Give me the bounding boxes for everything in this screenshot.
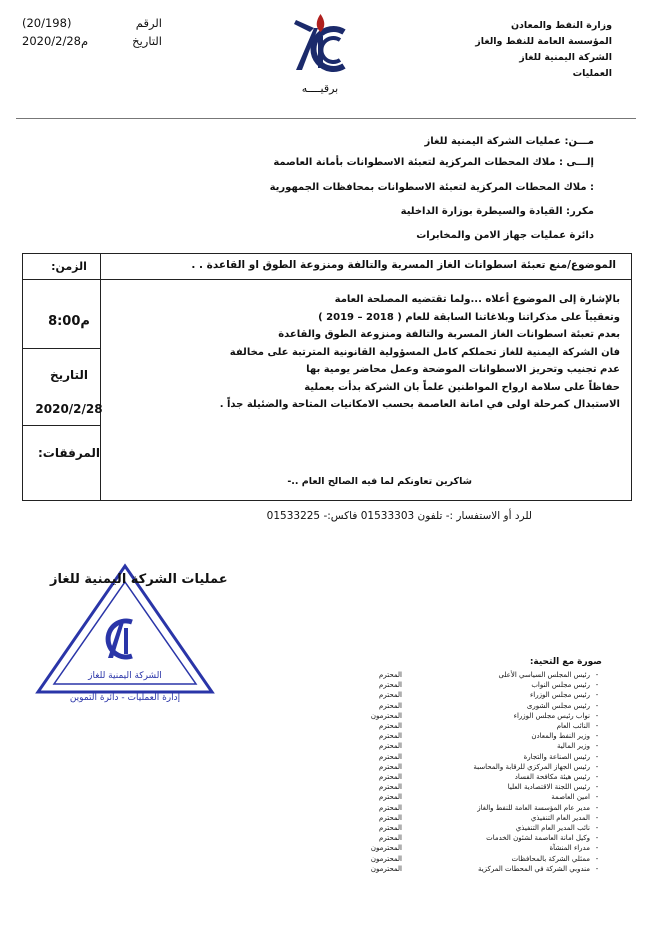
from-line: مـــن: عمليات الشركة اليمنية للغاز	[424, 136, 594, 147]
recipient-status: المحترم	[379, 732, 402, 741]
copy-recipient-row	[304, 690, 604, 700]
header-divider	[16, 118, 636, 119]
date-label: التاريخ	[49, 368, 89, 382]
recipient-status: المحترمون	[370, 844, 402, 853]
contact-line: للرد أو الاستفسار :- تلفون 01533303 فاكس:- 01533225	[266, 510, 532, 522]
recipient-name: ممثلي الشركة بالمحافظات	[511, 854, 590, 863]
recipient-status: المحترم	[379, 813, 402, 822]
copy-recipient-row	[304, 792, 604, 802]
bullet-dash: -	[595, 803, 599, 812]
time-label: الزمن:	[51, 260, 87, 273]
recipient-name: رئيس الصناعة والتجارة	[523, 752, 590, 761]
time-value: 8:00م	[48, 314, 90, 329]
recipient-name: وكيل امانة العاصمة لشئون الخدمات	[486, 834, 590, 843]
telegram-label: برقيــــه	[301, 82, 339, 95]
subject-divider	[22, 279, 632, 280]
recipient-name: امين العاصمة	[551, 793, 590, 802]
copy-recipient-row	[304, 813, 604, 823]
reference-block	[22, 14, 162, 50]
recipient-status: المحترم	[379, 742, 402, 751]
header-date-value: 2020/2/28م	[22, 34, 89, 48]
recipient-name: وزير المالية	[556, 742, 590, 751]
bullet-dash: -	[595, 844, 599, 853]
copies-list	[304, 670, 604, 874]
body-line: بعدم تعبئة اسطوانات الغاز المسربة والتالفة ومنزوعة الطوق والقاعدة	[278, 329, 620, 340]
stamp-ring-line1: الشركة اليمنية للغاز	[88, 671, 162, 681]
recipient-name: رئيس مجلس الشورى	[526, 701, 590, 710]
bullet-dash: -	[595, 711, 599, 720]
body-line: وتعقيباً على مذكراتنا وبلاغاتنا السابقة للعام ( 2018 – 2019 )	[318, 311, 620, 323]
to-line-2: : ملاك المحطات المركزية لتعبئة الاسطوانات بمحافظات الجمهورية	[269, 182, 594, 193]
bullet-dash: -	[595, 671, 599, 679]
recipient-status: المحترم	[379, 722, 402, 731]
bullet-dash: -	[595, 813, 599, 822]
body-line: عدم تجنيب وتحريز الاسطوانات الموضحة وعمل محاضر يومية بها	[306, 364, 620, 375]
recipient-status: المحترم	[379, 803, 402, 812]
copy-recipient-row	[304, 721, 604, 731]
recipient-name: رئيس هيئة مكافحة الفساد	[514, 773, 590, 782]
recipient-status: المحترمون	[370, 854, 402, 863]
ref-label: الرقم	[135, 16, 162, 30]
bullet-dash: -	[595, 742, 599, 751]
side-divider-2	[22, 425, 100, 426]
cc-line: مكرر: القيادة والسيطرة بوزارة الداخلية	[400, 206, 594, 217]
copy-recipient-row	[304, 772, 604, 782]
company-logo-icon	[284, 12, 358, 76]
recipient-name: نواب رئيس مجلس الوزراء	[513, 711, 590, 720]
stamp-ring-line2: إدارة العمليات - دائرة التموين	[69, 693, 181, 703]
operations-signature: عمليات الشركة اليمنية للغاز	[50, 572, 228, 587]
copy-recipient-row	[304, 843, 604, 853]
recipient-name: رئيس المجلس السياسي الأعلى	[498, 671, 590, 679]
org-line-company: الشركة اليمنية للغاز	[519, 52, 612, 63]
bullet-dash: -	[595, 793, 599, 802]
copy-recipient-row	[304, 680, 604, 690]
copy-recipient-row	[304, 864, 604, 874]
bullet-dash: -	[595, 854, 599, 863]
body-line: حفاظاً على سلامة ارواح المواطنين علماً بان الشركة بدأت بعملية	[304, 381, 620, 393]
copy-recipient-row	[304, 731, 604, 741]
header-date-label: التاريخ	[132, 34, 162, 48]
recipient-name: مندوبي الشركة في المحطات المركزية	[477, 864, 590, 873]
bullet-dash: -	[595, 681, 599, 690]
recipient-status: المحترم	[379, 701, 402, 710]
recipient-status: المحترم	[379, 752, 402, 761]
recipient-status: المحترمون	[370, 711, 402, 720]
recipient-status: المحترمون	[370, 864, 402, 873]
cc-line-2: دائرة عمليات جهاز الامن والمخابرات	[416, 230, 594, 241]
recipient-status: المحترم	[379, 834, 402, 843]
org-line-department: العمليات	[572, 68, 612, 79]
closing-line: شاكرين تعاونكم لما فيه الصالح العام ..-	[287, 476, 472, 487]
side-divider-1	[22, 348, 100, 349]
recipient-status: المحترم	[379, 783, 402, 792]
copy-recipient-row	[304, 762, 604, 772]
recipient-status: المحترم	[379, 671, 402, 679]
bullet-dash: -	[595, 824, 599, 833]
org-line-ministry: وزارة النفط والمعادن	[510, 20, 612, 31]
recipient-name: المدير العام التنفيذي	[530, 813, 590, 822]
recipient-name: نائب المدير العام التنفيذي	[515, 824, 590, 833]
recipient-status: المحترم	[379, 793, 402, 802]
message-body	[102, 291, 620, 414]
copy-recipient-row	[304, 752, 604, 762]
subject-line: الموضوع/منع تعبئة اسطوانات الغاز المسربة والتالفة ومنزوعة الطوق او القاعدة . .	[191, 259, 616, 271]
recipient-name: مدراء المنشآة	[549, 844, 590, 853]
date-value: 2020/2/28	[35, 402, 103, 416]
ref-value: (20/198)	[22, 16, 72, 30]
org-line-corporation: المؤسسة العامة للنفط والغاز	[475, 36, 612, 47]
bullet-dash: -	[595, 864, 599, 873]
body-line: بالإشارة إلى الموضوع أعلاه ...ولما تقتضيه المصلحة العامة	[334, 294, 620, 305]
recipient-name: رئيس اللجنة الاقتصادية العليا	[507, 783, 590, 792]
body-line: الاستبدال كمرحلة اولى في امانة العاصمة بحسب الامكانيات المتاحة والضئيلة جداً .	[219, 399, 620, 410]
copy-recipient-row	[304, 854, 604, 864]
org-header	[412, 18, 612, 82]
recipient-status: المحترم	[379, 691, 402, 700]
copy-recipient-row	[304, 670, 604, 680]
copy-recipient-row	[304, 803, 604, 813]
bullet-dash: -	[595, 732, 599, 741]
bullet-dash: -	[595, 762, 599, 771]
recipient-status: المحترم	[379, 824, 402, 833]
body-line: فان الشركة اليمنية للغاز تحملكم كامل المسؤولية القانونية المترتبة على مخالفة	[229, 346, 620, 358]
copy-recipient-row	[304, 823, 604, 833]
bullet-dash: -	[595, 691, 599, 700]
bullet-dash: -	[595, 773, 599, 782]
recipient-status: المحترم	[379, 762, 402, 771]
attachments-label: المرفقات:	[38, 446, 100, 460]
copies-title: صورة مع التحية:	[529, 657, 602, 667]
recipient-name: رئيس الجهاز المركزي للرقابة والمحاسبة	[473, 762, 590, 771]
copy-recipient-row	[304, 711, 604, 721]
recipient-name: رئيس مجلس الوزراء	[529, 691, 590, 700]
copy-recipient-row	[304, 833, 604, 843]
bullet-dash: -	[595, 834, 599, 843]
copy-recipient-row	[304, 741, 604, 751]
bullet-dash: -	[595, 722, 599, 731]
bullet-dash: -	[595, 752, 599, 761]
bullet-dash: -	[595, 783, 599, 792]
to-line: إلـــى : ملاك المحطات المركزية لتعبئة الاسطوانات بأمانة العاصمة	[273, 157, 594, 168]
recipient-name: مدير عام المؤسسة العامة للنفط والغاز	[477, 803, 590, 812]
recipient-name: النائب العام	[556, 722, 590, 731]
recipient-name: رئيس مجلس النواب	[531, 681, 590, 690]
recipient-status: المحترم	[379, 773, 402, 782]
bullet-dash: -	[595, 701, 599, 710]
recipient-status: المحترم	[379, 681, 402, 690]
recipient-name: وزير النفط والمعادن	[531, 732, 590, 741]
copy-recipient-row	[304, 782, 604, 792]
copy-recipient-row	[304, 701, 604, 711]
